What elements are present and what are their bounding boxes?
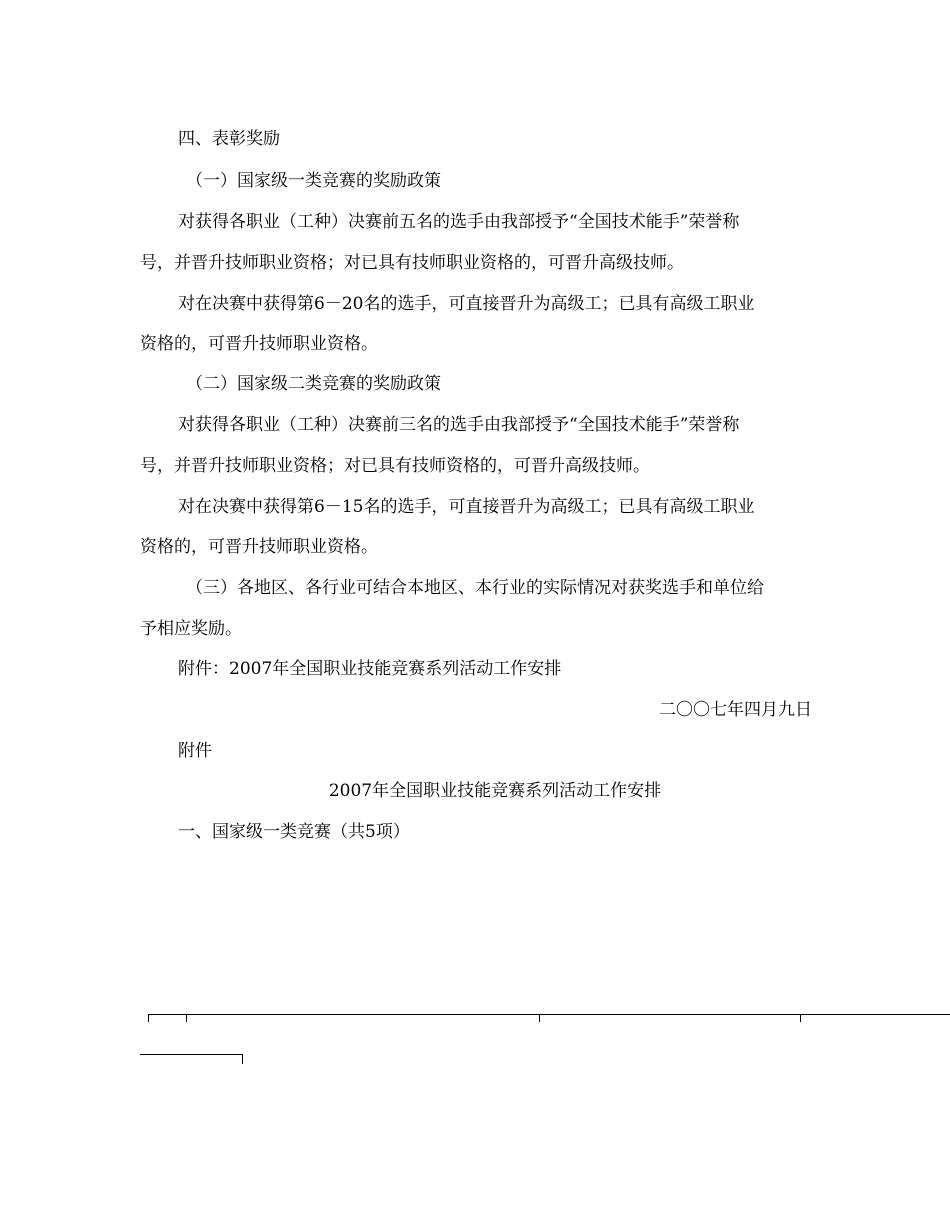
table-divider-2 — [539, 1014, 540, 1022]
policy-one-para2-line1: 对在决赛中获得第6－20名的选手，可直接晋升为高级工；已具有高级工职业 — [178, 294, 755, 314]
attachment-note: 附件：2007年全国职业技能竞赛系列活动工作安排 — [178, 659, 562, 679]
policy-two-para1-line2: 号，并晋升技师职业资格；对已具有技师资格的，可晋升高级技师。 — [140, 456, 650, 476]
signature-date: 二〇〇七年四月九日 — [659, 700, 812, 720]
policy-two-para1-line1: 对获得各职业（工种）决赛前三名的选手由我部授予“全国技术能手”荣誉称 — [178, 415, 740, 435]
attachment-label: 附件 — [178, 741, 212, 761]
attachment-title: 2007年全国职业技能竞赛系列活动工作安排 — [328, 781, 662, 801]
table-second-rule — [140, 1054, 243, 1055]
policy-one-para2-line2: 资格的，可晋升技师职业资格。 — [140, 334, 378, 354]
table-top-rule — [148, 1014, 950, 1015]
section-title: 四、表彰奖励 — [178, 129, 280, 149]
table-divider-1 — [186, 1014, 187, 1022]
policy-one-heading: （一）国家级一类竞赛的奖励政策 — [186, 171, 441, 191]
attachment-section-heading: 一、国家级一类竞赛（共5项） — [178, 822, 410, 842]
policy-two-para2-line1: 对在决赛中获得第6－15名的选手，可直接晋升为高级工；已具有高级工职业 — [178, 497, 755, 517]
policy-three-line1: （三）各地区、各行业可结合本地区、本行业的实际情况对获奖选手和单位给 — [186, 578, 764, 598]
policy-two-heading: （二）国家级二类竞赛的奖励政策 — [186, 374, 441, 394]
policy-one-para1-line2: 号，并晋升技师职业资格；对已具有技师职业资格的，可晋升高级技师。 — [140, 253, 684, 273]
table-divider-3 — [800, 1014, 801, 1022]
table-right-corner — [242, 1054, 243, 1064]
table-left-corner — [148, 1014, 149, 1022]
policy-one-para1-line1: 对获得各职业（工种）决赛前五名的选手由我部授予“全国技术能手”荣誉称 — [178, 212, 740, 232]
policy-two-para2-line2: 资格的，可晋升技师职业资格。 — [140, 537, 378, 557]
policy-three-line2: 予相应奖励。 — [140, 619, 242, 639]
